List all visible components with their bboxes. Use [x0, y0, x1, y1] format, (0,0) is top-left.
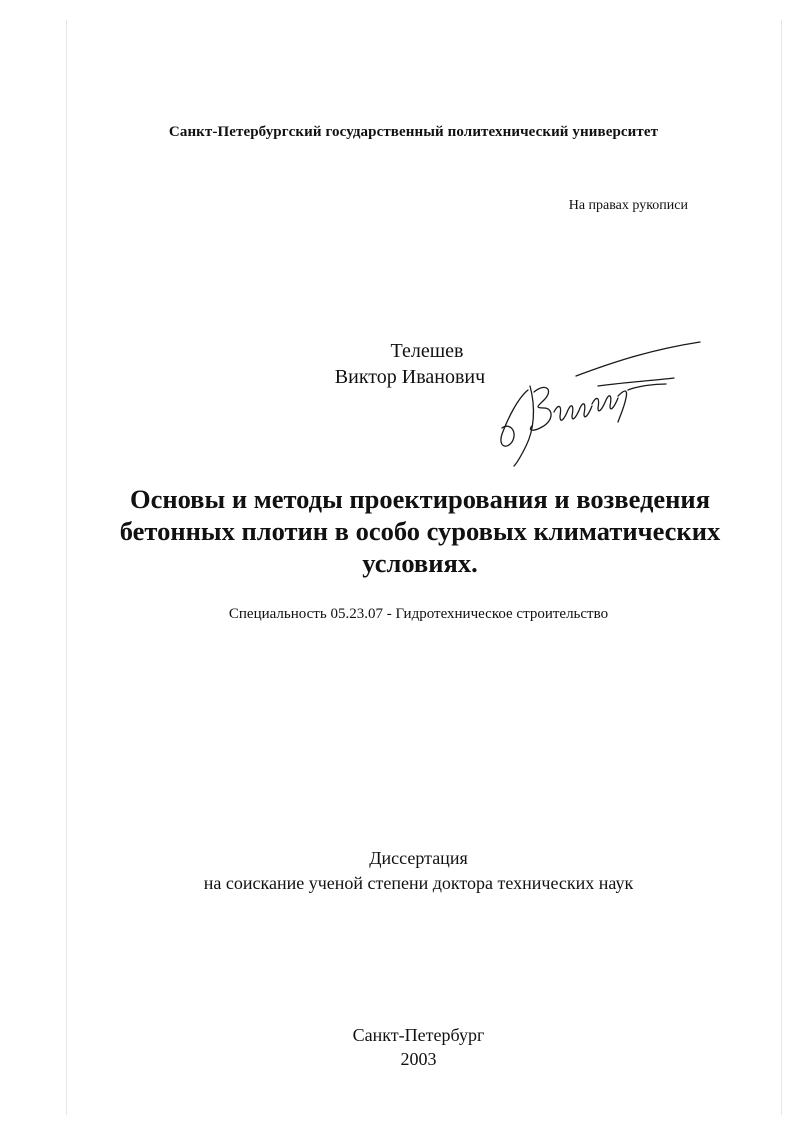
dissertation-title: [80, 483, 760, 579]
scan-edge-right: [781, 20, 782, 1115]
dissertation-label: Диссертация: [369, 848, 468, 868]
university-name: Санкт-Петербургский государственный политехнический университет: [168, 124, 659, 140]
scan-edge-left: [66, 20, 67, 1115]
title-line: бетонных плотин в особо суровых климатических: [119, 516, 721, 546]
specialty-line: Специальность 05.23.07 - Гидротехническое строительство: [228, 606, 609, 622]
title-line: условиях.: [362, 548, 478, 578]
signature-icon: [488, 338, 708, 468]
author-surname: Телешев: [390, 340, 464, 362]
author-name: Виктор Иванович: [334, 366, 486, 388]
city: Санкт-Петербург: [352, 1025, 485, 1045]
manuscript-note: На правах рукописи: [568, 198, 688, 213]
title-line: Основы и методы проектирования и возведения: [129, 484, 711, 514]
year: 2003: [400, 1049, 437, 1069]
degree-line: на соискание ученой степени доктора технических наук: [203, 873, 634, 893]
